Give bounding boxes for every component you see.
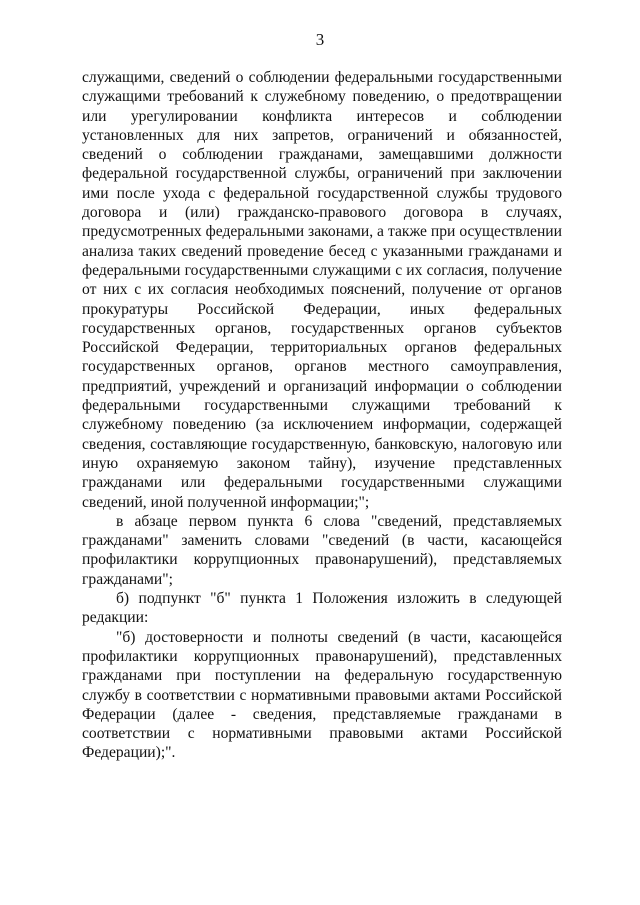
paragraph-continuation: служащими, сведений о соблюдении федеральными государственными служащими требований к служебному поведению, о предотвращении или урегулировании конфликта интересов и соблюдении установленных для них запретов, ограничений и обязанностей, сведений о соблюдении гражданами, замещавшими должности федеральной государственной службы, ограничений при заключении ими после ухода с федеральной государственной службы трудового договора и (или) гражданско-правового договора в случаях, предусмотренных федеральными законами, а также при осуществлении анализа таких сведений проведение бесед с указанными гражданами и федеральными государственными служащими с их согласия, получение от них с их согласия необходимых пояснений, получение от органов прокуратуры Российской Федерации, иных федеральных государственных органов, государственных органов субъектов Российской Федерации, территориальных органов федеральных государственных органов, органов местного самоуправления, предприятий, учреждений и организаций информации о соблюдении федеральными государственными служащими требований к служебному поведению (за исключением информации, содержащей сведения, составляющие государственную, банковскую, налоговую или иную охраняемую законом тайну), изучение представленных гражданами или федеральными государственными служащими сведений, иной полученной информации;"; — [82, 69, 562, 511]
paragraph-new-wording: "б) достоверности и полноты сведений (в части, касающейся профилактики коррупционных правонарушений), представленных гражданами при поступлении на федеральную государственную службу в соответствии с нормативными правовыми актами Российской Федерации (далее - сведения, представляемые гражданами в соответствии с нормативными правовыми актами Российской Федерации);". — [82, 628, 562, 762]
document-body — [82, 68, 562, 763]
paragraph-amendment-point-6: в абзаце первом пункта 6 слова "сведений, представляемых гражданами" заменить словами "сведений (в части, касающейся профилактики коррупционных правонарушений), представляемых гражданами"; — [82, 512, 562, 588]
page-number: 3 — [315, 30, 325, 49]
paragraph-subpoint-b: б) подпункт "б" пункта 1 Положения изложить в следующей редакции: — [82, 590, 562, 627]
